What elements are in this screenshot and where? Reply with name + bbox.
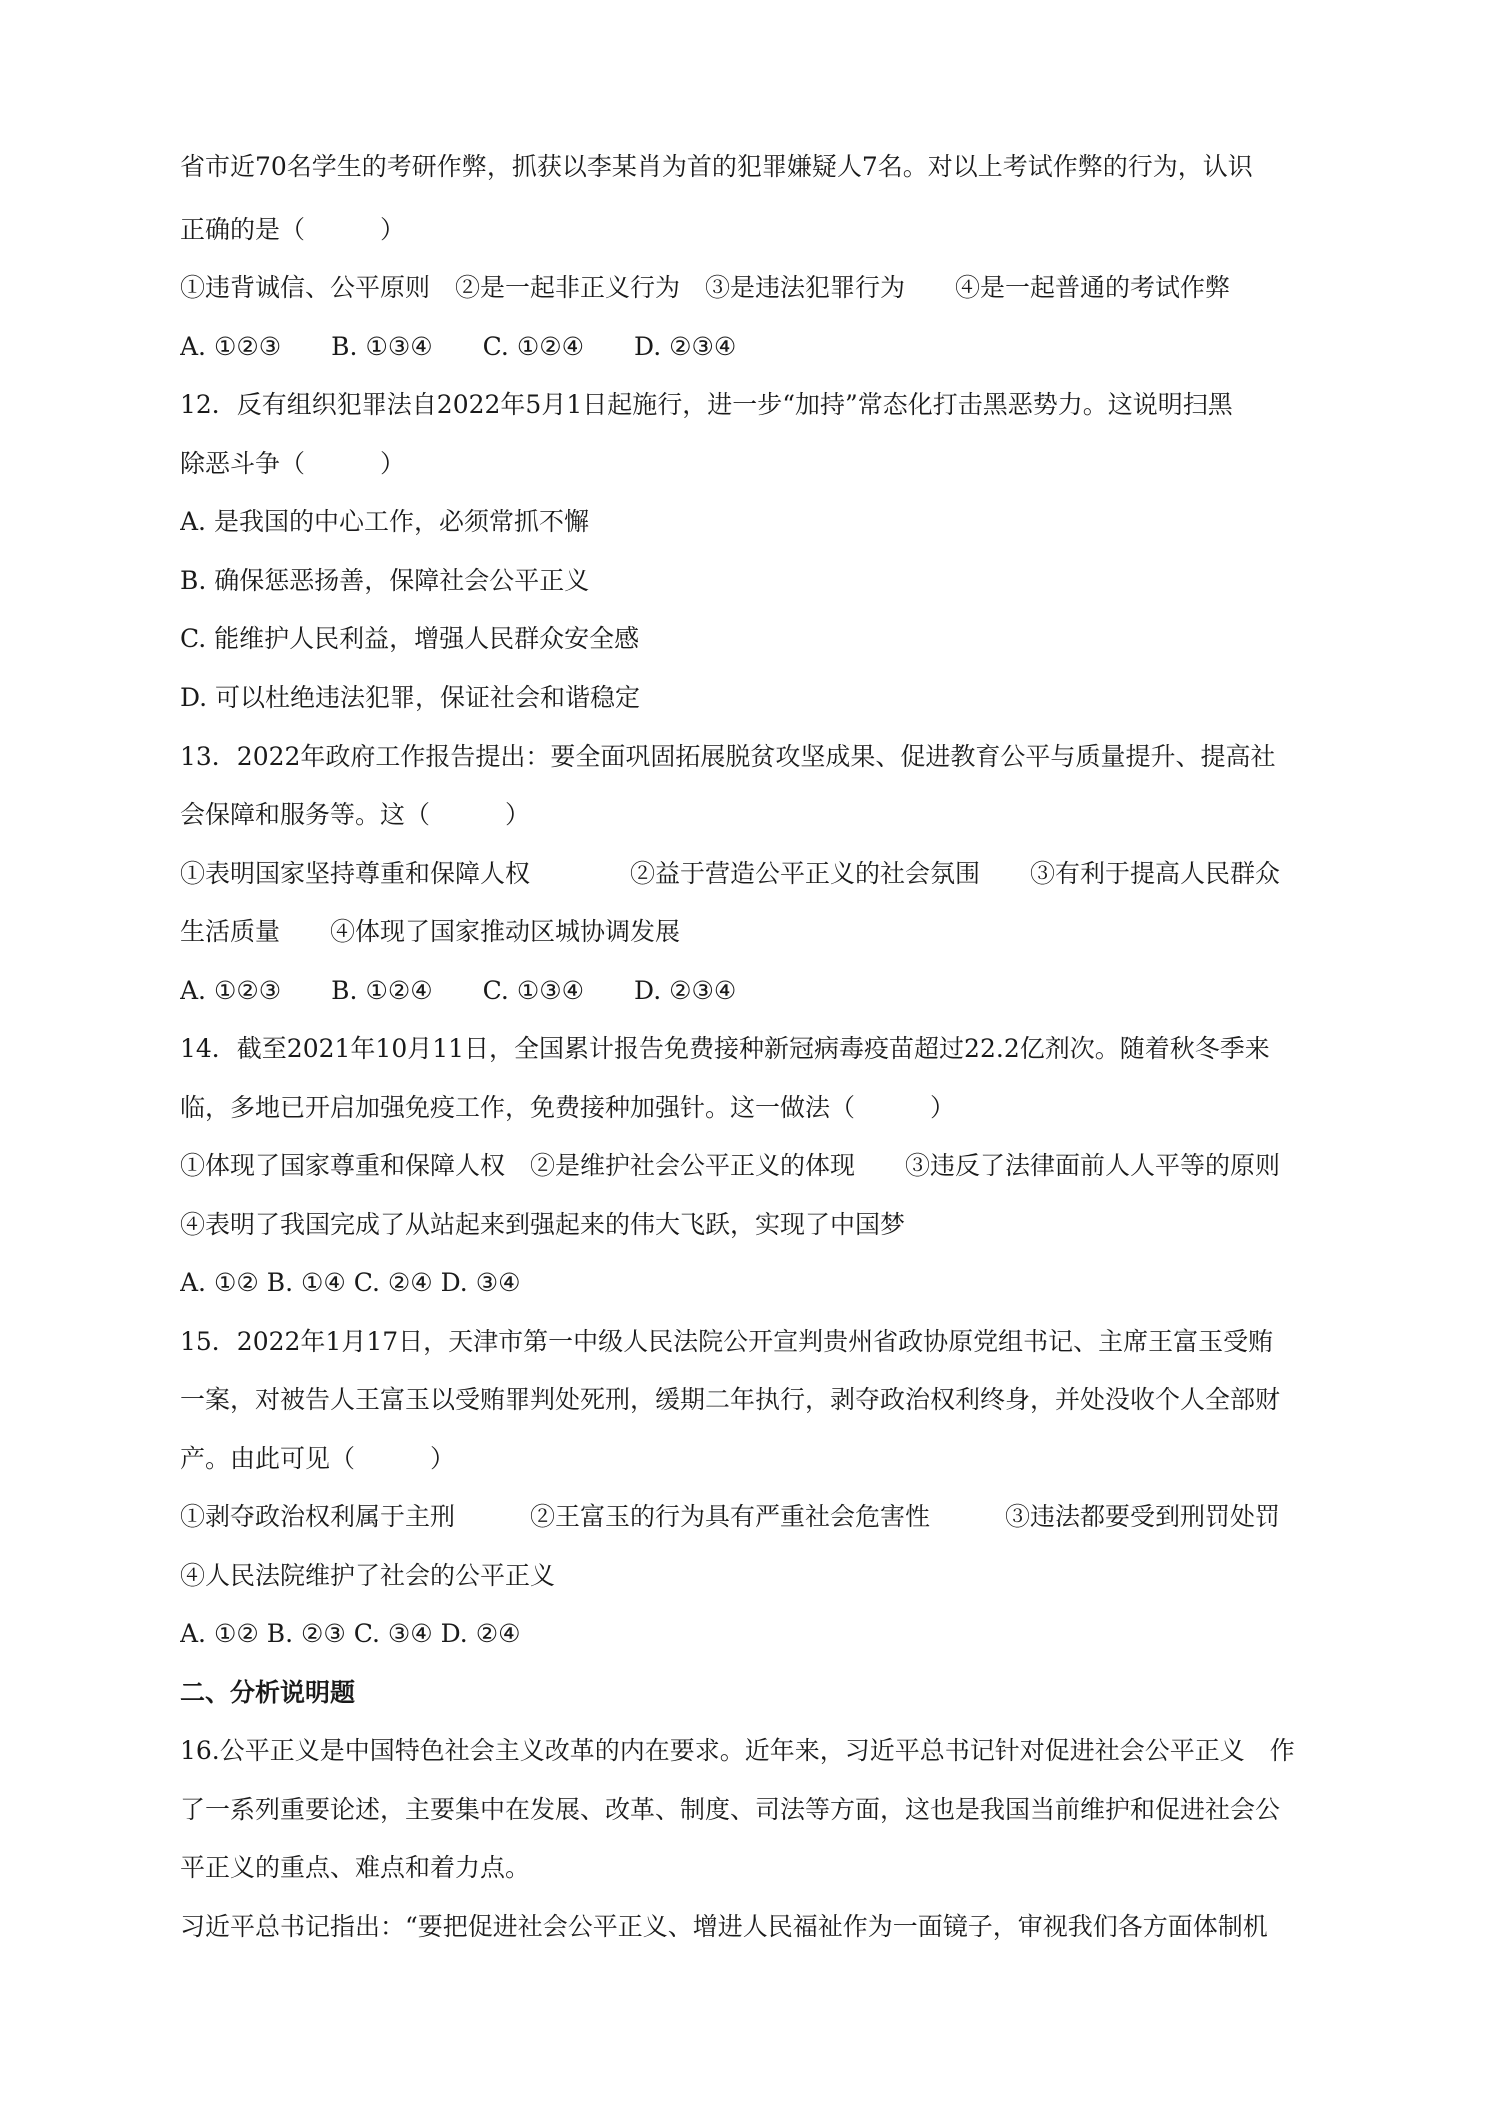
text-line: 除恶斗争（ ）	[180, 449, 406, 478]
text-line: 产。由此可见（ ）	[180, 1444, 456, 1473]
option-a: A. 是我国的中心工作，必须常抓不懈	[180, 507, 589, 536]
text-line: 了一系列重要论述，主要集中在发展、改革、制度、司法等方面，这也是我国当前维护和促进社会公	[180, 1795, 1281, 1824]
answer-options: A. ①②③ B. ①③④ C. ①②④ D. ②③④	[180, 332, 737, 361]
question-15-text: 15．2022年1月17日，天津市第一中级人民法院公开宣判贵州省政协原党组书记、主席王富玉受贿	[180, 1327, 1274, 1356]
text-line: ①表明国家坚持尊重和保障人权 ②益于营造公平正义的社会氛围 ③有利于提高人民群众	[180, 859, 1281, 888]
answer-options: A. ①② B. ①④ C. ②④ D. ③④	[180, 1268, 521, 1297]
text-line: ①违背诚信、公平原则 ②是一起非正义行为 ③是违法犯罪行为 ④是一起普通的考试作弊	[180, 273, 1231, 302]
text-line: ①剥夺政治权利属于主刑 ②王富玉的行为具有严重社会危害性 ③违法都要受到刑罚处罚	[180, 1502, 1281, 1531]
question-12-text: 12．反有组织犯罪法自2022年5月1日起施行，进一步“加持”常态化打击黑恶势力。这说明扫黑	[180, 390, 1233, 419]
option-c: C. 能维护人民利益，增强人民群众安全感	[180, 624, 640, 653]
text-line: ④人民法院维护了社会的公平正义	[180, 1561, 556, 1590]
text-line: 临，多地已开启加强免疫工作，免费接种加强针。这一做法（ ）	[180, 1093, 956, 1122]
text-line: 习近平总书记指出：“要把促进社会公平正义、增进人民福祉作为一面镜子，审视我们各方面体制机	[180, 1912, 1268, 1941]
text-line: 生活质量 ④体现了国家推动区城协调发展	[180, 917, 681, 946]
option-d: D. 可以杜绝违法犯罪，保证社会和谐稳定	[180, 683, 641, 712]
section-heading: 二、分析说明题	[180, 1678, 356, 1707]
option-b: B. 确保惩恶扬善，保障社会公平正义	[180, 566, 590, 595]
answer-options: A. ①② B. ②③ C. ③④ D. ②④	[180, 1619, 521, 1648]
question-14-text: 14．截至2021年10月11日，全国累计报告免费接种新冠病毒疫苗超过22.2亿剂次。随着秋冬季来	[180, 1034, 1270, 1063]
text-line: 会保障和服务等。这（ ）	[180, 800, 531, 829]
text-line: 正确的是（ ）	[180, 215, 406, 244]
answer-options: A. ①②③ B. ①②④ C. ①③④ D. ②③④	[180, 976, 737, 1005]
question-13-text: 13．2022年政府工作报告提出：要全面巩固拓展脱贫攻坚成果、促进教育公平与质量提升、提高社	[180, 742, 1276, 771]
text-line: 平正义的重点、难点和着力点。	[180, 1853, 531, 1882]
text-line: ④表明了我国完成了从站起来到强起来的伟大飞跃，实现了中国梦	[180, 1210, 906, 1239]
question-16-text: 16.公平正义是中国特色社会主义改革的内在要求。近年来，习近平总书记针对促进社会公平正义 作	[180, 1736, 1295, 1765]
text-line: ①体现了国家尊重和保障人权 ②是维护社会公平正义的体现 ③违反了法律面前人人平等的原则	[180, 1151, 1281, 1180]
text-line: 省市近70名学生的考研作弊，抓获以李某肖为首的犯罪嫌疑人7名。对以上考试作弊的行为，认识	[180, 152, 1253, 181]
text-line: 一案，对被告人王富玉以受贿罪判处死刑，缓期二年执行，剥夺政治权利终身，并处没收个人全部财	[180, 1385, 1281, 1414]
